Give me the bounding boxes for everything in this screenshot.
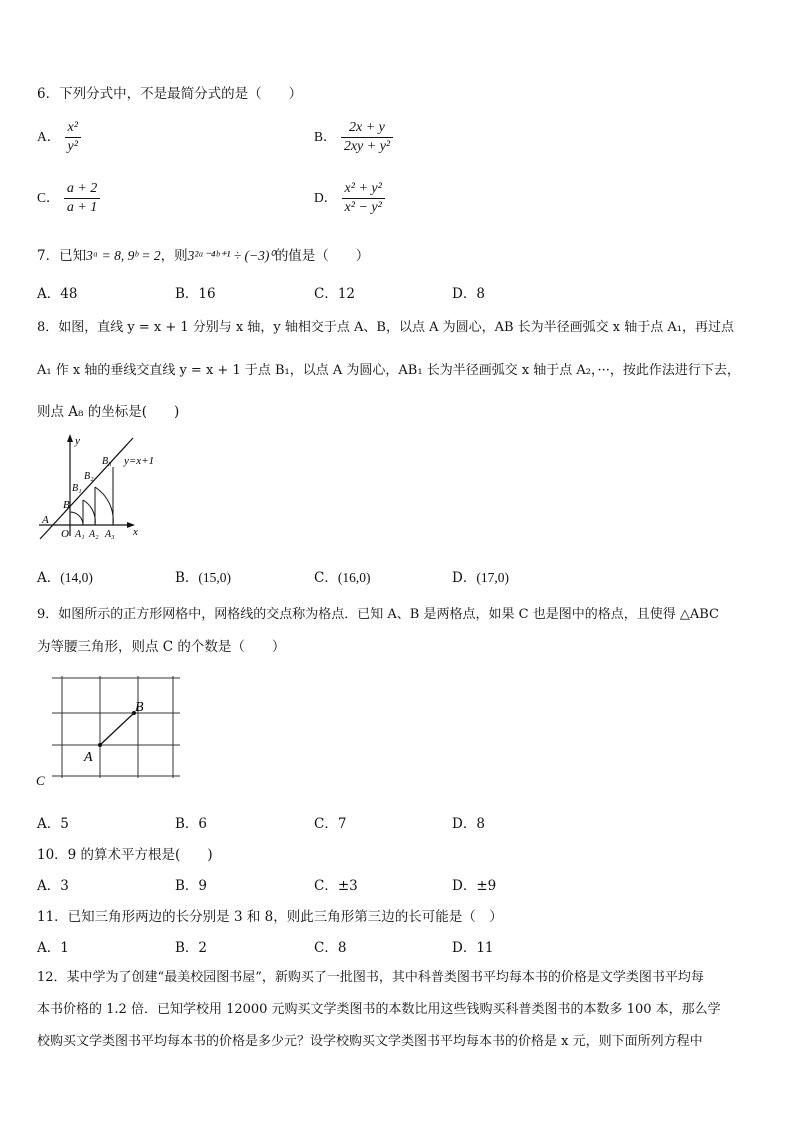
q7-option-d (452, 282, 485, 302)
q8-option-a (37, 566, 93, 586)
denominator: y² (67, 139, 78, 154)
q7-stem (37, 244, 369, 264)
label-a2: A₂ (89, 529, 99, 540)
q11-option-a (37, 936, 69, 956)
q7-expr-1: 3ᵃ = 8, 9ᵇ = 2 (86, 248, 161, 263)
q11-option-b (175, 936, 207, 956)
option-text: (17,0) (476, 570, 509, 585)
q7-expr-2: 3²ᵃ⁻⁴ᵇ⁺¹ ÷ (−3)⁰ (187, 248, 275, 263)
q9-option-b (175, 812, 207, 832)
option-label: C． (37, 190, 60, 205)
label-line: y=x+1 (124, 455, 155, 467)
q10-stem: 10．9 的算术平方根是( ) (37, 847, 213, 863)
option-text: 16 (198, 286, 216, 302)
option-text: 48 (60, 286, 78, 302)
y-axis-arrow-icon (67, 434, 73, 442)
option-text: 2 (198, 940, 208, 956)
option-label: D． (314, 190, 338, 205)
option-label: A． (37, 286, 61, 302)
segment-ab (100, 713, 134, 745)
denominator: 2xy + y² (343, 139, 391, 154)
fraction (341, 120, 393, 155)
fraction (342, 181, 385, 216)
q6-option-c (37, 181, 100, 216)
line-y-equals-x-plus-1 (40, 438, 133, 539)
q10-option-c (314, 874, 358, 894)
option-text: 7 (337, 816, 347, 832)
fraction (64, 181, 100, 216)
option-text: 8 (476, 816, 485, 832)
label-b: B (63, 499, 70, 511)
option-label: D． (452, 940, 477, 956)
q9-option-d (452, 812, 485, 832)
option-label: D． (452, 878, 477, 894)
label-b3: B₃ (102, 456, 112, 467)
q12-stem-line-1: 12．某中学为了创建“最美校园图书屋”，新购买了一批图书，其中科普类图书平均每本书的价格是文学类图书平均每 (37, 970, 704, 985)
point-a-dot (98, 743, 102, 747)
option-label: C． (314, 940, 338, 956)
label-y-axis: y (75, 435, 80, 447)
q7-stem-c: 的值是（ ） (274, 248, 370, 264)
option-label: B． (175, 570, 199, 586)
option-text: 8 (476, 286, 485, 302)
q6-option-a (37, 120, 81, 155)
option-label: B． (314, 129, 337, 144)
label-o: O (61, 528, 69, 540)
label-a3: A₃ (105, 529, 115, 540)
q8-option-d (452, 566, 509, 586)
option-text: (15,0) (198, 570, 232, 585)
q9-option-a (37, 812, 69, 832)
option-text: 5 (60, 816, 69, 832)
q9-stem-line-2: 为等腰三角形，则点 C 的个数是（ ） (37, 639, 286, 655)
arc-1 (70, 512, 83, 525)
label-point-a: A (84, 750, 93, 765)
option-text: 12 (337, 286, 356, 302)
q11-option-c (314, 936, 346, 956)
q6-option-b (314, 120, 393, 155)
q8-option-b (175, 566, 231, 586)
numerator: 2x + y (341, 120, 393, 138)
numerator: x² + y² (342, 181, 385, 199)
q11-option-d (452, 936, 494, 956)
option-label: B． (175, 816, 199, 832)
option-label: B． (175, 286, 199, 302)
option-text: ±9 (476, 878, 497, 894)
option-label: C． (314, 286, 338, 302)
q10-option-b (175, 874, 207, 894)
option-label: B． (175, 878, 199, 894)
option-text: ±3 (337, 878, 358, 894)
label-a: A (42, 514, 49, 526)
option-label: C． (314, 816, 338, 832)
option-label: D． (452, 816, 477, 832)
q7-option-b (175, 282, 216, 302)
option-text: 1 (60, 940, 69, 956)
option-label: D． (452, 570, 477, 586)
label-stray-c: C (36, 773, 45, 788)
denominator: x² − y² (344, 200, 382, 215)
option-label: A． (37, 940, 61, 956)
fraction (65, 120, 81, 155)
option-text: 9 (198, 878, 208, 894)
option-text: 11 (476, 940, 494, 956)
arc-3 (95, 487, 113, 525)
q7-option-c (314, 282, 355, 302)
option-label: C． (314, 878, 338, 894)
numerator: x² (65, 120, 81, 138)
arc-2 (83, 500, 95, 525)
label-x-axis: x (133, 526, 138, 538)
option-label: A． (37, 129, 61, 144)
numerator: a + 2 (64, 181, 100, 199)
option-text: (16,0) (337, 570, 371, 585)
q6-option-d (314, 181, 385, 216)
q11-stem: 11．已知三角形两边的长分别是 3 和 8，则此三角形第三边的长可能是（ ） (37, 909, 503, 925)
q9-stem-line-1: 9．如图所示的正方形网格中，网格线的交点称为格点．已知 A、B 是两格点，如果 C 也是图中的格点，且使得 △ABC (37, 607, 719, 622)
option-label: A． (37, 816, 61, 832)
label-point-b: B (135, 700, 144, 715)
option-text: (14,0) (60, 570, 93, 585)
label-b2: B₂ (84, 471, 94, 482)
option-label: D． (452, 286, 477, 302)
q7-option-a (37, 282, 77, 302)
q7-stem-a: 7．已知 (37, 248, 87, 264)
q8-option-c (314, 566, 370, 586)
q6-stem: 6．下列分式中，不是最简分式的是（ ） (37, 86, 303, 102)
q10-option-d (452, 874, 496, 894)
label-b1: B₁ (72, 483, 82, 494)
q8-figure (35, 432, 175, 544)
q10-option-a (37, 874, 69, 894)
q12-stem-line-2: 本书价格的 1.2 倍．已知学校用 12000 元购买文学类图书的本数比用这些钱购买科普类图书的本数多 100 本，那么学 (37, 1002, 721, 1017)
option-label: B． (175, 940, 199, 956)
option-text: 6 (198, 816, 208, 832)
q12-stem-line-3: 校购买文学类图书平均每本书的价格是多少元？设学校购买文学类图书平均每本书的价格是 x 元，则下面所列方程中 (37, 1034, 703, 1049)
denominator: a + 1 (66, 200, 98, 215)
option-text: 3 (60, 878, 69, 894)
label-a1: A₁ (75, 529, 85, 540)
option-label: A． (37, 878, 61, 894)
option-label: A． (37, 570, 61, 586)
q8-stem-line-1: 8．如图，直线 y = x + 1 分别与 x 轴，y 轴相交于点 A、B，以点 A 为圆心，AB 长为半径画弧交 x 轴于点 A₁，再过点 (37, 320, 734, 335)
q9-option-c (314, 812, 346, 832)
option-text: 8 (337, 940, 347, 956)
q7-stem-b: ，则 (160, 248, 188, 264)
q8-stem-line-3: 则点 A₈ 的坐标是( ) (37, 404, 180, 420)
q9-grid-figure (30, 668, 185, 793)
q8-stem-line-2: A₁ 作 x 轴的垂线交直线 y = x + 1 于点 B₁，以点 A 为圆心，AB₁ 长为半径画弧交 x 轴于点 A₂，···，按此作法进行下去， (37, 363, 740, 378)
option-label: C． (314, 570, 338, 586)
